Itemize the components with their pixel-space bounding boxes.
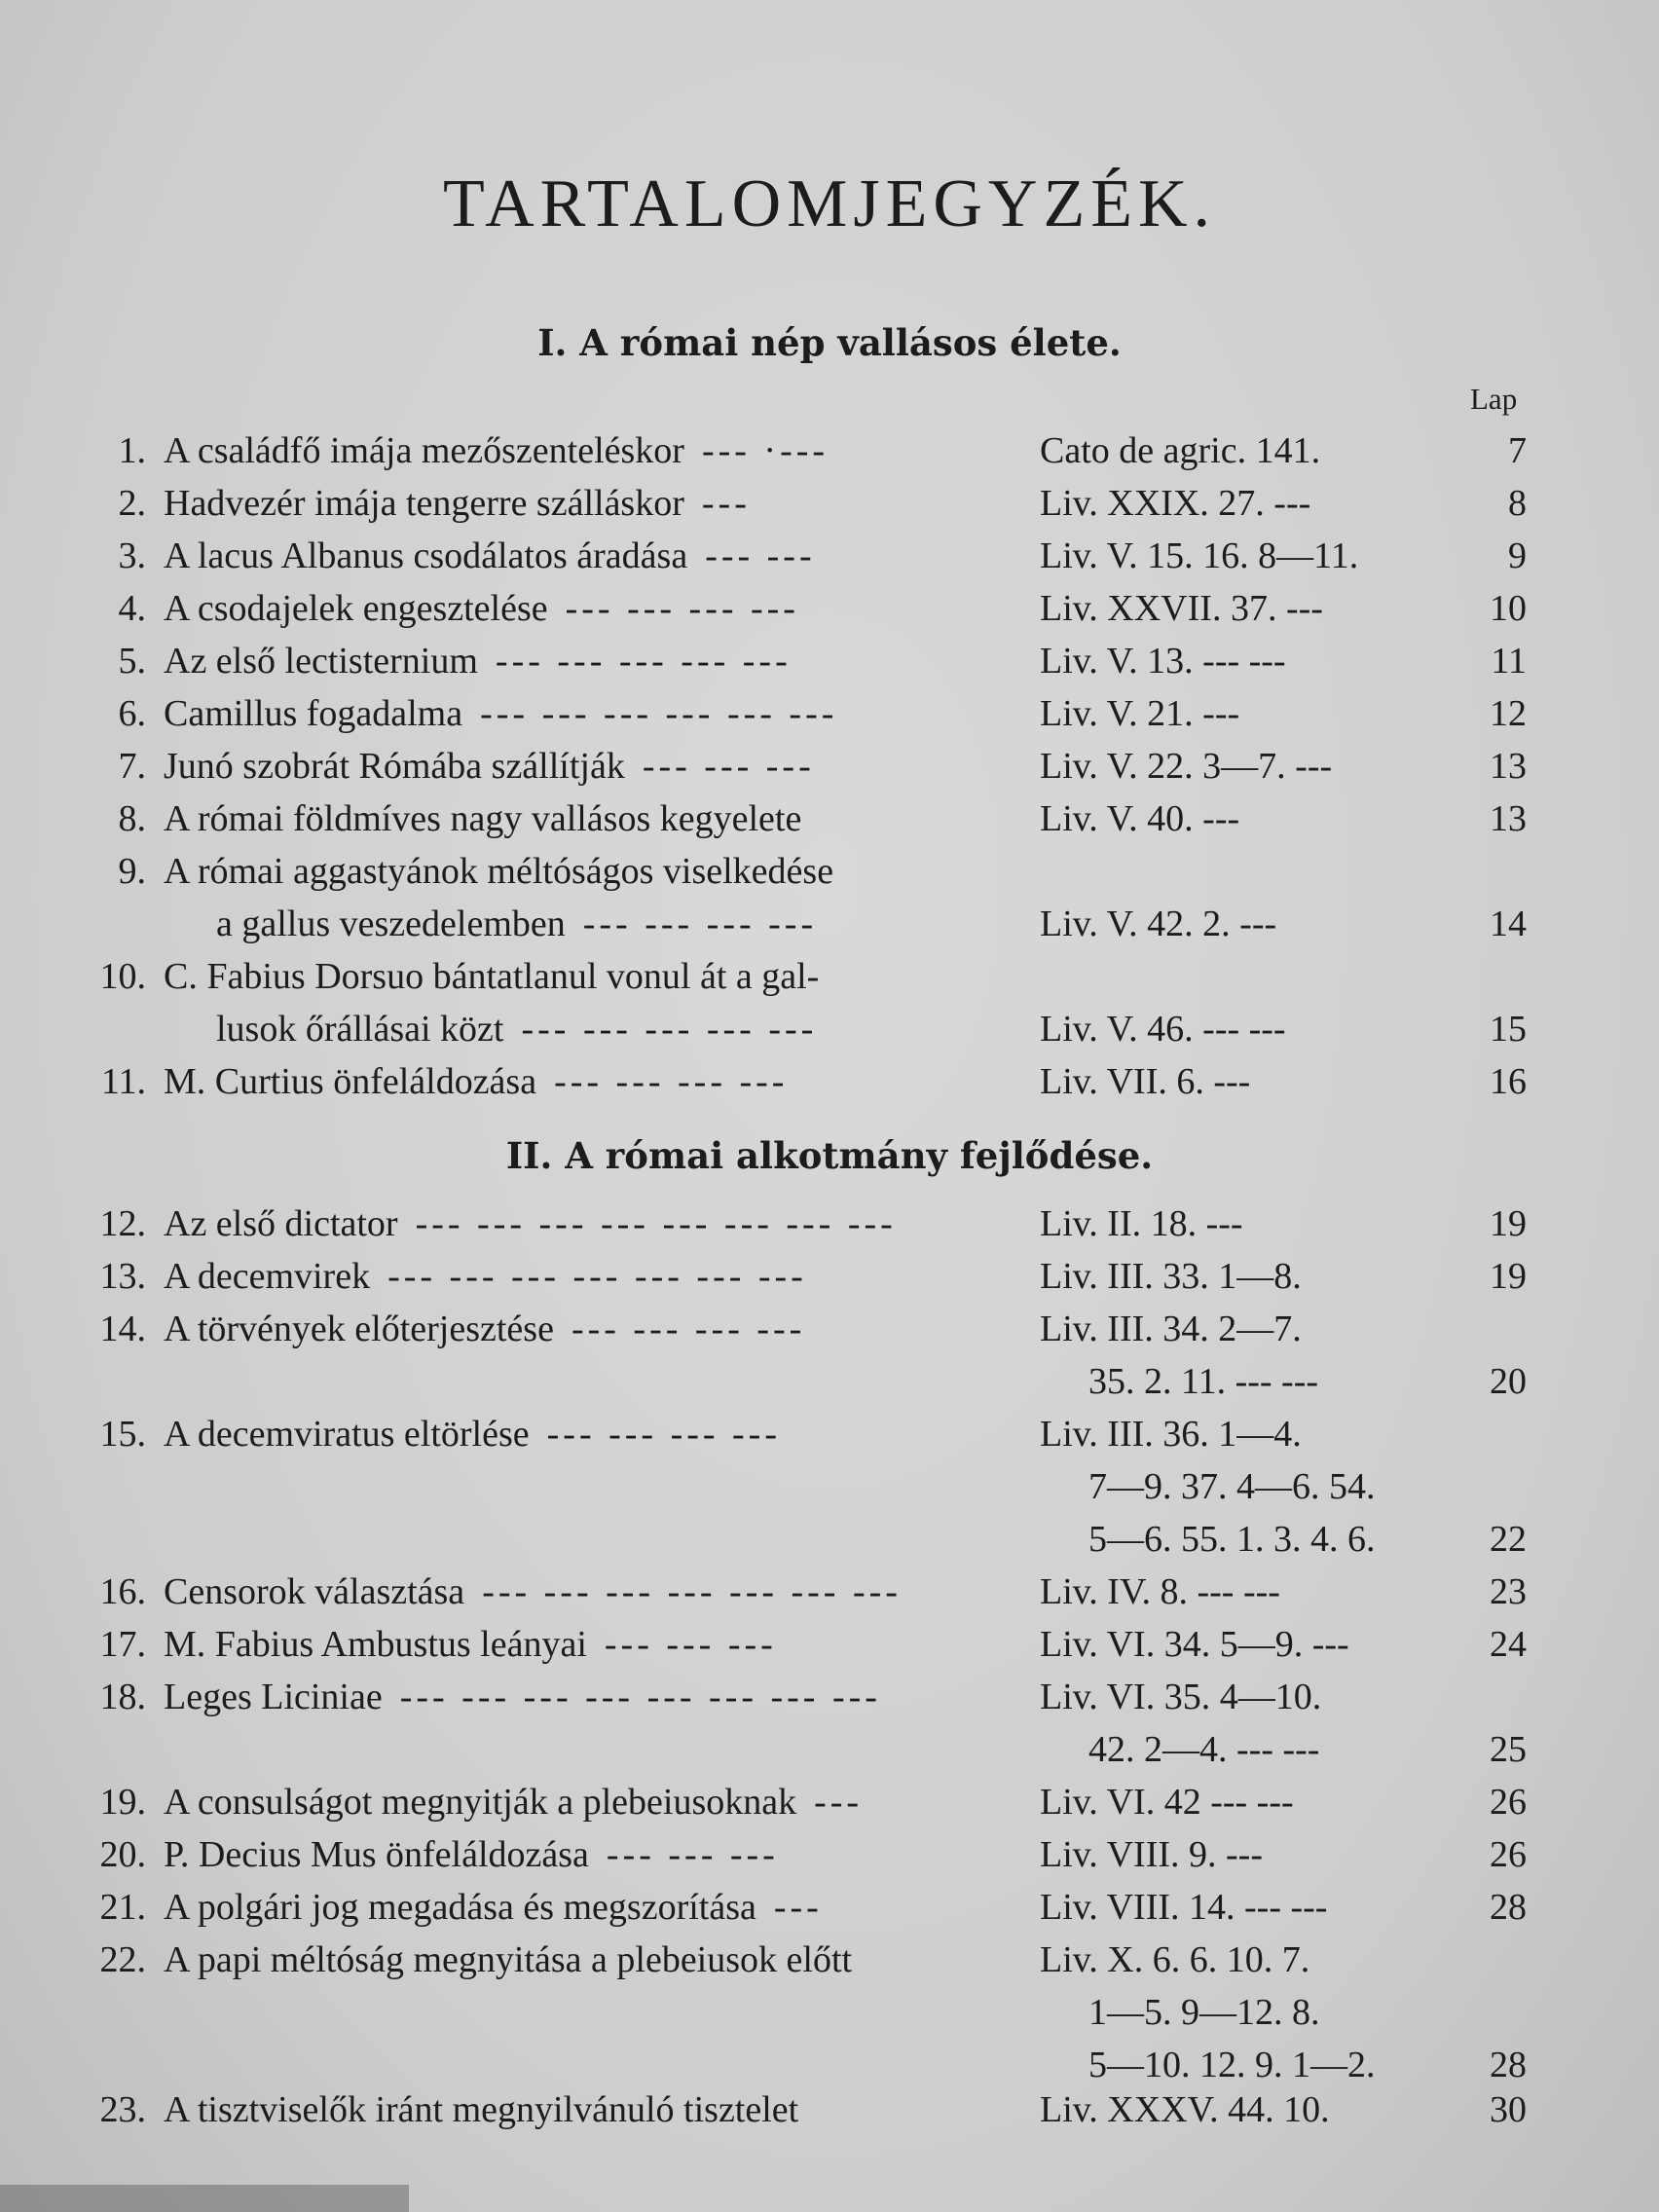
entry-title [164,477,751,530]
toc-row [0,1003,1659,1055]
page-number: 16 [1490,1061,1527,1102]
page-number: 22 [1490,1519,1527,1560]
entry-title-text: lusok őrállásai közt [216,1009,504,1050]
entry-title [164,2083,816,2136]
entry-number: 14. [99,1309,146,1349]
toc-row [0,740,1659,793]
toc-row [0,687,1659,740]
entry-number: 19. [99,1782,146,1823]
page-number: 15 [1490,1009,1527,1050]
page-number: 23 [1490,1571,1527,1612]
entry-title [164,687,837,740]
toc-row [0,1055,1659,1108]
source-reference: 1—5. 9—12. 8. [1088,1992,1320,2033]
source-reference: 5—6. 55. 1. 3. 4. 6. [1088,1519,1376,1560]
page-title: TARTALOMJEGYZÉK. [442,166,1217,241]
entry-title-text: A törvények előterjesztése [164,1309,554,1349]
entry-title [164,1671,881,1723]
entry-title [164,1303,805,1355]
source-reference: Liv. VI. 34. 5—9. --- [1040,1624,1349,1665]
source-reference: Liv. VII. 6. --- [1040,1061,1251,1102]
source-reference: Liv. VI. 42 --- --- [1040,1782,1294,1823]
entry-number: 11. [100,1061,146,1102]
entry-title-text: A decemvirek [164,1256,371,1297]
source-reference: Liv. V. 15. 16. 8—11. [1040,535,1359,576]
section-heading-1: I. A római nép vallásos élete. [537,321,1122,364]
leader-dots: --- --- --- --- [582,903,818,944]
page-number: 30 [1490,2089,1527,2130]
leader-dots: --- [773,1887,823,1928]
entry-title-text: Camillus fogadalma [164,693,463,734]
entry-number: 6. [118,693,146,734]
leader-dots: --- --- --- [642,746,815,787]
source-reference: Liv. XXVII. 37. --- [1040,588,1323,629]
entry-number: 3. [118,535,146,576]
page-number: 9 [1508,535,1527,576]
entry-number: 17. [99,1624,146,1665]
entry-title [164,1934,869,1986]
entry-title [164,740,815,793]
source-reference: Liv. VIII. 14. --- --- [1040,1887,1328,1928]
source-reference: Liv. IV. 8. --- --- [1040,1571,1280,1612]
entry-title-text: Hadvezér imája tengerre szálláskor [164,483,684,524]
entry-title-text: Censorok választása [164,1571,465,1612]
source-reference: Cato de agric. 141. [1040,430,1321,471]
entry-title-text: P. Decius Mus önfeláldozása [164,1834,589,1875]
leader-dots: --- [814,1782,864,1823]
source-reference: Liv. III. 36. 1—4. [1040,1414,1302,1455]
source-reference: Liv. VI. 35. 4—10. [1040,1677,1322,1717]
entry-title-text: A római földmíves nagy vallásos kegyelete [164,798,802,839]
entry-number: 21. [99,1887,146,1928]
entry-title-text: Junó szobrát Rómába szállítják [164,746,625,787]
entry-title-text: M. Fabius Ambustus leányai [164,1624,587,1665]
page-number: 19 [1490,1256,1527,1297]
entry-title-text: A consulságot megnyitják a plebeiusoknak [164,1782,797,1823]
entry-title [164,1250,807,1303]
page-number: 26 [1490,1834,1527,1875]
source-reference: Liv. V. 13. --- --- [1040,641,1286,682]
entry-number: 15. [99,1414,146,1455]
entry-title [164,424,829,477]
toc-row [0,898,1659,950]
page-number: 25 [1490,1729,1527,1770]
source-reference: 7—9. 37. 4—6. 54. [1088,1466,1376,1507]
entry-title [164,582,799,635]
toc-row [0,950,1659,1003]
entry-number: 7. [118,746,146,787]
section-heading-2: II. A római alkotmány fejlődése. [505,1134,1154,1177]
entry-title-text: C. Fabius Dorsuo bántatlanul vonul át a gal- [164,956,820,997]
page-number: 12 [1490,693,1527,734]
entry-number: 4. [118,588,146,629]
leader-dots: --- --- --- --- --- [521,1009,818,1050]
entry-title-text: a gallus veszedelemben [216,903,566,944]
entry-title [164,950,836,1003]
toc-row [0,2083,1659,2136]
entry-title [164,1828,779,1881]
entry-number: 23. [99,2089,146,2130]
entry-title [164,1460,181,1513]
entry-title [216,1003,817,1055]
entry-title [164,635,792,687]
source-reference: Liv. V. 21. --- [1040,693,1240,734]
source-reference: Liv. III. 33. 1—8. [1040,1256,1302,1297]
source-reference: Liv. VIII. 9. --- [1040,1834,1263,1875]
entry-title [164,1198,897,1250]
entry-title [164,530,816,582]
toc-row [0,477,1659,530]
leader-dots: --- --- [705,535,816,576]
leader-dots: --- --- --- --- --- --- --- --- [415,1203,897,1244]
page-number: 26 [1490,1782,1527,1823]
toc-row [0,1566,1659,1618]
entry-title [216,898,817,950]
page-number: 8 [1508,483,1527,524]
entry-title [164,1055,788,1108]
toc-row [0,845,1659,898]
leader-dots: --- [701,483,751,524]
leader-dots: --- --- --- --- --- [495,641,792,682]
toc-row [0,1671,1659,1723]
entry-title-text: A lacus Albanus csodálatos áradása [164,535,688,576]
entry-number: 5. [118,641,146,682]
leader-dots: --- --- --- --- --- --- --- [387,1256,807,1297]
entry-title [164,1618,777,1671]
entry-title [164,793,819,845]
entry-title-text: A polgári jog megadása és megszorítása [164,1887,756,1928]
toc-row [0,1934,1659,1986]
entry-title [164,1986,181,2039]
toc-row [0,1618,1659,1671]
page-number: 28 [1490,2045,1527,2085]
entry-number: 18. [99,1677,146,1717]
entry-title [164,1566,902,1618]
toc-row [0,793,1659,845]
leader-dots: --- --- --- --- [565,588,799,629]
toc-row [0,635,1659,687]
page-number: 19 [1490,1203,1527,1244]
source-reference: Liv. V. 40. --- [1040,798,1240,839]
leader-dots: --- --- --- --- [571,1309,806,1349]
entry-title [164,1513,181,1566]
toc-row [0,1513,1659,1566]
entry-number: 13. [99,1256,146,1297]
source-reference: 5—10. 12. 9. 1—2. [1088,2045,1376,2085]
leader-dots: --- --- --- --- [546,1414,781,1455]
source-reference: Liv. V. 42. 2. --- [1040,903,1277,944]
toc-row [0,1986,1659,2039]
page-number: 13 [1490,798,1527,839]
entry-number: 22. [99,1939,146,1980]
toc-row [0,1408,1659,1460]
entry-number: 2. [118,483,146,524]
scan-watermark-band [0,2185,409,2212]
leader-dots: --- --- --- --- --- --- --- --- [399,1677,881,1717]
entry-title-text: A családfő imája mezőszenteléskor [164,430,684,471]
toc-row [0,1198,1659,1250]
entry-title-text: A tisztviselők iránt megnyilvánuló tisztelet [164,2089,799,2130]
page-number: 13 [1490,746,1527,787]
entry-number: 16. [99,1571,146,1612]
entry-title-text: Az első dictator [164,1203,398,1244]
entry-number: 10. [99,956,146,997]
source-reference: Liv. V. 46. --- --- [1040,1009,1286,1050]
entry-title-text: Leges Liciniae [164,1677,383,1717]
source-reference: Liv. XXXV. 44. 10. [1040,2089,1330,2130]
toc-row [0,1776,1659,1828]
entry-title-text: Az első lectisternium [164,641,478,682]
page-number: 20 [1490,1361,1527,1402]
leader-dots: --- --- --- --- --- --- --- [482,1571,902,1612]
toc-row [0,1881,1659,1934]
toc-row [0,530,1659,582]
entry-number: 20. [99,1834,146,1875]
entry-title-text: A papi méltóság megnyitása a plebeiusok előtt [164,1939,853,1980]
entry-title [164,1355,181,1408]
entry-number: 9. [118,851,146,892]
page-number: 24 [1490,1624,1527,1665]
leader-dots: --- --- --- [604,1624,777,1665]
page-number: 11 [1491,641,1527,682]
toc-row [0,1460,1659,1513]
toc-row [0,1828,1659,1881]
entry-title [164,1408,781,1460]
entry-number: 1. [118,430,146,471]
source-reference: Liv. XXIX. 27. --- [1040,483,1311,524]
leader-dots: --- ·--- [701,430,830,471]
entry-title-text: A római aggastyánok méltóságos viselkedése [164,851,834,892]
leader-dots: --- --- --- [606,1834,779,1875]
source-reference: Liv. III. 34. 2—7. [1040,1309,1302,1349]
page-number: 10 [1490,588,1527,629]
toc-row [0,1355,1659,1408]
page-number: 7 [1508,430,1527,471]
entry-title [164,1776,863,1828]
entry-title [164,845,851,898]
lap-column-header: Lap [1470,382,1518,416]
entry-title-text: A csodajelek engesztelése [164,588,548,629]
source-reference: Liv. X. 6. 6. 10. 7. [1040,1939,1310,1980]
toc-row [0,1250,1659,1303]
source-reference: Liv. II. 18. --- [1040,1203,1243,1244]
entry-title [164,1881,823,1934]
toc-row [0,582,1659,635]
source-reference: 35. 2. 11. --- --- [1088,1361,1319,1402]
leader-dots: --- --- --- --- [554,1061,789,1102]
source-reference: Liv. V. 22. 3—7. --- [1040,746,1333,787]
source-reference: 42. 2—4. --- --- [1088,1729,1320,1770]
entry-number: 12. [99,1203,146,1244]
entry-number: 8. [118,798,146,839]
entry-title-text: M. Curtius önfeláldozása [164,1061,537,1102]
page-number: 28 [1490,1887,1527,1928]
entry-title [164,1723,181,1776]
toc-row [0,1303,1659,1355]
toc-row [0,1723,1659,1776]
toc-row [0,424,1659,477]
entry-title-text: A decemviratus eltörlése [164,1414,530,1455]
leader-dots: --- --- --- --- --- --- [480,693,838,734]
page-number: 14 [1490,903,1527,944]
